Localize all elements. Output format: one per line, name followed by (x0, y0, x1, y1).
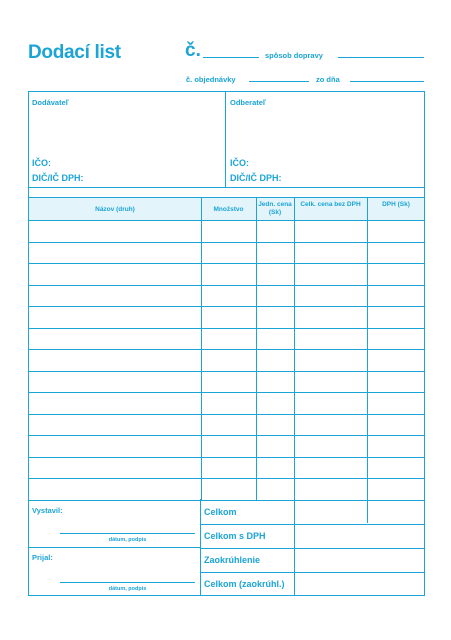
order-date-label: zo dňa (316, 75, 340, 84)
customer-ico-label: IČO: (230, 158, 249, 168)
parties-bottom-line (28, 187, 425, 188)
transport-field[interactable] (338, 57, 424, 58)
col-header-vat: DPH (Sk) (382, 201, 410, 208)
table-row[interactable] (28, 457, 425, 458)
table-row[interactable] (28, 242, 425, 243)
totals-row-line (200, 524, 425, 525)
table-header-line (28, 220, 425, 221)
table-row[interactable] (28, 285, 425, 286)
customer-label: Odberateľ (230, 98, 266, 107)
received-signature-line[interactable] (60, 582, 195, 583)
table-row[interactable] (28, 263, 425, 264)
totals-row-line (200, 548, 425, 549)
transport-label: spôsob dopravy (265, 51, 323, 60)
order-number-label: č. objednávky (186, 75, 236, 84)
supplier-ico-label: IČO: (32, 158, 51, 168)
totals-label-1: Celkom s DPH (204, 530, 266, 541)
document-number-field[interactable] (203, 57, 259, 58)
issued-signature-line[interactable] (60, 533, 195, 534)
totals-label-3: Celkom (zaokrúhl.) (204, 579, 285, 590)
received-by-label: Prijal: (32, 553, 53, 562)
document-title: Dodací list (28, 42, 121, 63)
table-row[interactable] (28, 435, 425, 436)
col-header-unit-price: Jedn. cena (Sk) (258, 201, 292, 216)
col-header-quantity: Množstvo (213, 206, 244, 213)
issued-by-label: Vystavil: (32, 506, 63, 515)
supplier-label: Dodávateľ (32, 98, 69, 107)
col-header-name: Názov (druh) (95, 206, 135, 213)
order-number-field[interactable] (249, 81, 309, 82)
form-frame (28, 91, 425, 596)
col-line-quantity (201, 198, 202, 500)
table-row[interactable] (28, 478, 425, 479)
totals-label-0: Celkom (204, 506, 237, 517)
order-date-field[interactable] (350, 81, 424, 82)
issued-date-sign-label: dátum, podpis (108, 537, 147, 543)
col-line-unit-price (256, 198, 257, 500)
parties-divider (225, 91, 226, 187)
col-line-vat (367, 198, 368, 523)
col-header-total-no-vat: Celk. cena bez DPH (300, 201, 361, 208)
table-row[interactable] (28, 306, 425, 307)
totals-row-line (200, 572, 425, 573)
footer-left-mid-line (28, 547, 201, 548)
footer-top-line (28, 500, 425, 501)
received-date-sign-label: dátum, podpis (108, 586, 147, 592)
table-row[interactable] (28, 392, 425, 393)
table-row[interactable] (28, 371, 425, 372)
totals-label-2: Zaokrúhlenie (204, 554, 261, 565)
document-number-label: č. (185, 40, 201, 61)
supplier-dic-label: DIČ/IČ DPH: (32, 173, 84, 183)
col-line-total (294, 198, 295, 596)
table-row[interactable] (28, 414, 425, 415)
table-row[interactable] (28, 328, 425, 329)
table-row[interactable] (28, 349, 425, 350)
customer-dic-label: DIČ/IČ DPH: (230, 173, 282, 183)
